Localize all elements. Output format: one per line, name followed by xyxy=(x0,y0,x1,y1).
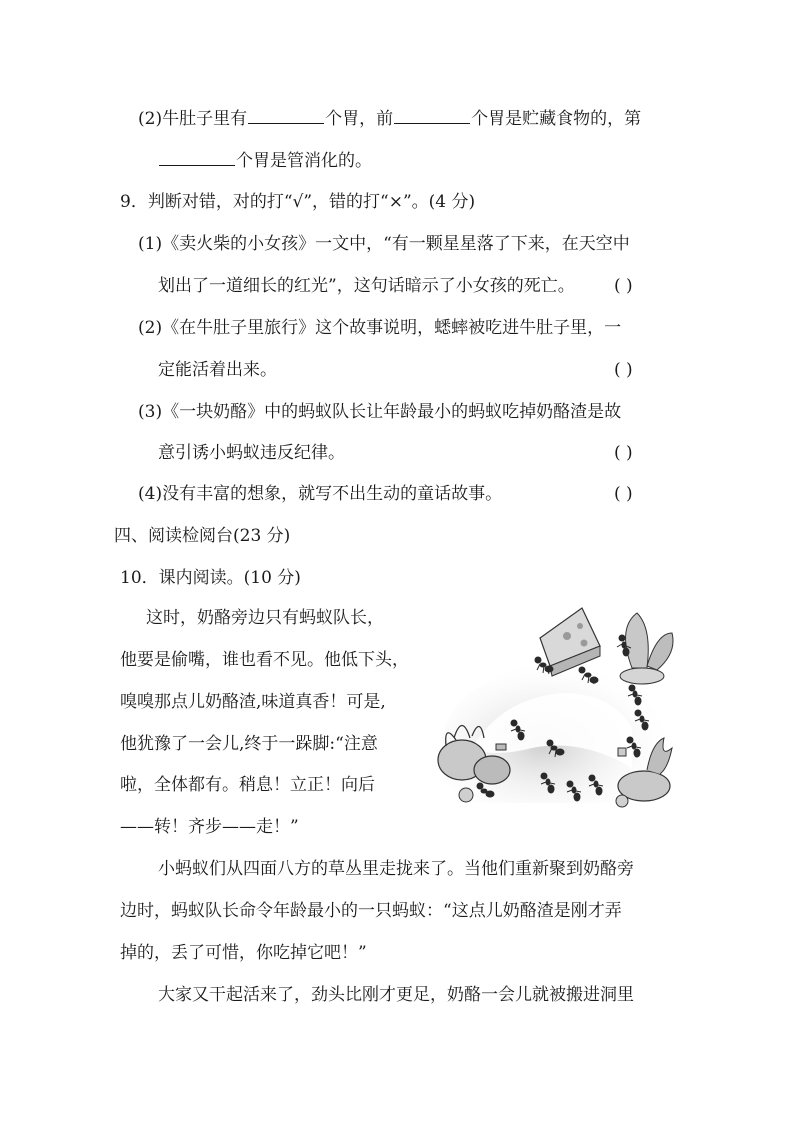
passage-p2-line1: 小蚂蚁们从四面八方的草丛里走拢来了。当他们重新聚到奶酪旁 xyxy=(158,859,634,879)
passage-p1-line4: 他犹豫了一会儿,终于一跺脚:“注意 xyxy=(120,734,378,754)
q9-item1-line1: (1)《卖火柴的小女孩》一文中，“有一颗星星落了下来，在天空中 xyxy=(138,234,630,254)
passage-p2-line3: 掉的，丢了可惜，你吃掉它吧！” xyxy=(120,943,367,963)
section4-title: 四、阅读检阅台(23 分) xyxy=(114,526,291,546)
q9-item3-line2: 意引诱小蚂蚁违反纪律。 xyxy=(158,443,345,463)
q9-item3-answer-box[interactable]: ( ) xyxy=(614,443,633,463)
q8-item2-text-c: 个胃是贮藏食物的，第 xyxy=(471,109,642,129)
q9-item1-answer-box[interactable]: ( ) xyxy=(614,276,633,296)
passage-p2-line2: 边时，蚂蚁队长命令年龄最小的一只蚂蚁：“这点儿奶酪渣是刚才弄 xyxy=(120,901,622,921)
q10-title: 10．课内阅读。(10 分) xyxy=(120,568,301,588)
ants-carrying-cheese-illustration xyxy=(432,598,682,816)
q9-item2-answer-box[interactable]: ( ) xyxy=(614,360,633,380)
q8-item2-line2 xyxy=(158,148,372,173)
q9-item4-answer-box[interactable]: ( ) xyxy=(614,484,633,504)
answer-blank-2[interactable] xyxy=(394,106,470,124)
q8-item2-line1 xyxy=(138,106,641,131)
passage-p1-line6: ——转！齐步——走！” xyxy=(120,817,299,837)
answer-blank-1[interactable] xyxy=(248,106,324,124)
q8-item2-text-d: 个胃是管消化的。 xyxy=(236,151,372,171)
passage-p1-line2: 他要是偷嘴，谁也看不见。他低下头， xyxy=(120,650,409,670)
passage-p1-line1: 这时，奶酪旁边只有蚂蚁队长， xyxy=(146,608,384,628)
q9-item4-line1: (4)没有丰富的想象，就写不出生动的童话故事。 xyxy=(138,484,503,504)
cheese-crumb-icon xyxy=(496,744,506,750)
answer-blank-3[interactable] xyxy=(159,148,235,166)
q9-item2-line1: (2)《在牛肚子里旅行》这个故事说明，蟋蟀被吃进牛肚子里，一 xyxy=(138,318,622,338)
q9-item2-line2: 定能活着出来。 xyxy=(158,360,277,380)
q9-item3-line1: (3)《一块奶酪》中的蚂蚁队长让年龄最小的蚂蚁吃掉奶酪渣是故 xyxy=(138,402,622,422)
q8-item2-text-a: (2)牛肚子里有 xyxy=(138,109,248,129)
passage-p3-line1: 大家又干起活来了，劲头比刚才更足，奶酪一会儿就被搬进洞里 xyxy=(158,985,634,1005)
q9-item1-line2: 划出了一道细长的红光”，这句话暗示了小女孩的死亡。 xyxy=(158,276,575,296)
q8-item2-text-b: 个胃，前 xyxy=(325,109,394,129)
passage-p1-line3: 嗅嗅那点儿奶酪渣,味道真香！可是, xyxy=(120,692,386,712)
q9-title: 9．判断对错，对的打“√”，错的打“×”。(4 分) xyxy=(120,192,476,212)
passage-p1-line5: 啦，全体都有。稍息！立正！向后 xyxy=(120,775,375,795)
